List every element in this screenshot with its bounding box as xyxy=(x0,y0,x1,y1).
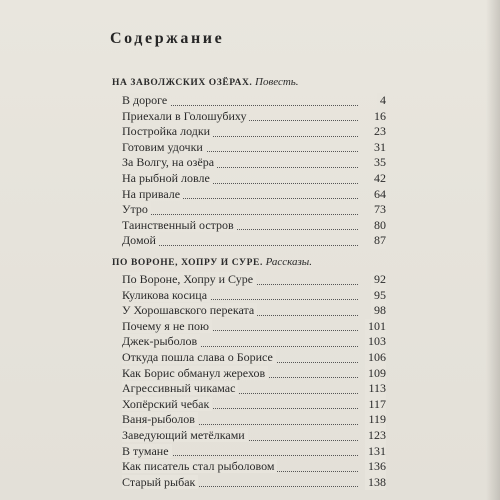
toc-entry[interactable] xyxy=(122,459,386,475)
page-number: 87 xyxy=(371,233,386,249)
toc-entry[interactable] xyxy=(122,109,386,125)
entry-title: За Волгу, на озёра xyxy=(122,155,217,169)
toc-entry[interactable] xyxy=(122,233,386,249)
page-number: 117 xyxy=(365,397,386,413)
toc-entry[interactable] xyxy=(122,140,386,156)
toc-entry[interactable] xyxy=(122,124,386,140)
page-number: 101 xyxy=(365,319,386,335)
page-number: 4 xyxy=(377,93,386,109)
entry-title: В дороге xyxy=(122,93,170,107)
entry-title: Старый рыбак xyxy=(122,475,198,489)
entry-title: Готовим удочки xyxy=(122,140,206,154)
page-number: 138 xyxy=(365,475,386,491)
page-number: 23 xyxy=(371,124,386,140)
entry-title: Как Борис обманул жерехов xyxy=(122,366,268,380)
section-heading-2 xyxy=(112,256,312,268)
page-number: 80 xyxy=(371,218,386,234)
entry-title: На рыбной ловле xyxy=(122,171,213,185)
entry-title: Агрессивный чикамас xyxy=(122,381,238,395)
page-number: 109 xyxy=(365,366,386,382)
toc-entry[interactable] xyxy=(122,334,386,350)
toc-entry[interactable] xyxy=(122,444,386,460)
page-number: 103 xyxy=(365,334,386,350)
toc-entry[interactable] xyxy=(122,350,386,366)
toc-entry[interactable] xyxy=(122,272,386,288)
toc-entry[interactable] xyxy=(122,475,386,491)
entry-title: Приехали в Голошубиху xyxy=(122,109,249,123)
page-number: 106 xyxy=(365,350,386,366)
toc-entry[interactable] xyxy=(122,171,386,187)
entry-title: Ваня-рыболов xyxy=(122,412,198,426)
section-genre: Повесть. xyxy=(255,76,299,88)
page-number: 123 xyxy=(365,428,386,444)
toc-entry[interactable] xyxy=(122,218,386,234)
toc-list-1 xyxy=(122,93,386,249)
entry-title: Домой xyxy=(122,233,159,247)
entry-title: Хопёрский чебак xyxy=(122,397,212,411)
section-name: ПО ВОРОНЕ, ХОПРУ И СУРЕ. xyxy=(112,258,263,268)
entry-title: Утро xyxy=(122,202,151,216)
section-heading-1 xyxy=(112,76,299,88)
toc-list-2 xyxy=(122,272,386,490)
page-number: 98 xyxy=(371,303,386,319)
section-name: НА ЗАВОЛЖСКИХ ОЗЁРАХ. xyxy=(112,78,253,88)
entry-title: В тумане xyxy=(122,444,172,458)
entry-title: Джек-рыболов xyxy=(122,334,200,348)
page-number: 42 xyxy=(371,171,386,187)
page-number: 16 xyxy=(371,109,386,125)
page-edge-shadow xyxy=(486,0,500,500)
page-number: 95 xyxy=(371,288,386,304)
entry-title: Постройка лодки xyxy=(122,124,213,138)
page-title: Содержание xyxy=(110,30,225,47)
toc-entry[interactable] xyxy=(122,412,386,428)
entry-title: Откуда пошла слава о Борисе xyxy=(122,350,276,364)
page-number: 119 xyxy=(365,412,386,428)
entry-title: Заведующий метёлками xyxy=(122,428,248,442)
entry-title: Таинственный остров xyxy=(122,218,237,232)
toc-entry[interactable] xyxy=(122,381,386,397)
page-number: 131 xyxy=(365,444,386,460)
page-number: 136 xyxy=(365,459,386,475)
toc-entry[interactable] xyxy=(122,288,386,304)
toc-entry[interactable] xyxy=(122,202,386,218)
page-number: 64 xyxy=(371,187,386,203)
entry-title: У Хорошавского переката xyxy=(122,303,257,317)
page-number: 35 xyxy=(371,155,386,171)
toc-entry[interactable] xyxy=(122,397,386,413)
page-number: 113 xyxy=(365,381,386,397)
toc-entry[interactable] xyxy=(122,155,386,171)
toc-entry[interactable] xyxy=(122,303,386,319)
page-number: 73 xyxy=(371,202,386,218)
section-genre: Рассказы. xyxy=(265,256,313,268)
toc-entry[interactable] xyxy=(122,428,386,444)
page-number: 92 xyxy=(371,272,386,288)
toc-entry[interactable] xyxy=(122,366,386,382)
dot-leader xyxy=(122,214,358,215)
entry-title: Почему я не пою xyxy=(122,319,212,333)
entry-title: Как писатель стал рыболовом xyxy=(122,459,277,473)
toc-entry[interactable] xyxy=(122,319,386,335)
toc-entry[interactable] xyxy=(122,93,386,109)
entry-title: Куликова косица xyxy=(122,288,210,302)
entry-title: На привале xyxy=(122,187,183,201)
toc-entry[interactable] xyxy=(122,187,386,203)
entry-title: По Вороне, Хопру и Суре xyxy=(122,272,256,286)
page-number: 31 xyxy=(371,140,386,156)
